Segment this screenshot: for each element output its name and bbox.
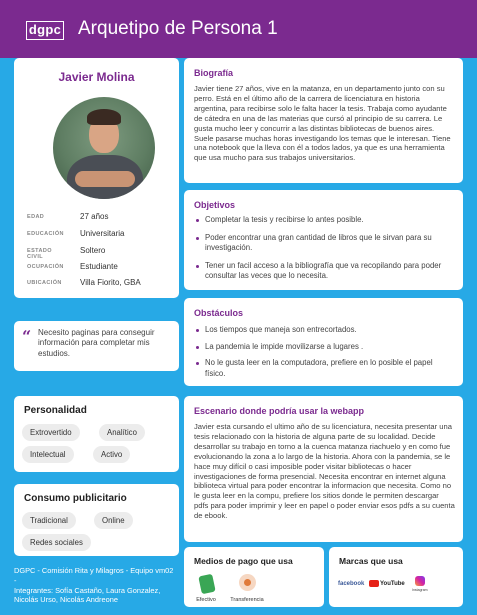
footer-line-1: DGPC - Comisión Rita y Milagros - Equipo vm02 - bbox=[14, 566, 174, 585]
brands-card bbox=[329, 547, 463, 607]
profile-card bbox=[14, 58, 179, 298]
goal-item: Completar la tesis y recibirse lo antes posible. bbox=[194, 215, 455, 226]
tag-redes-sociales: Redes sociales bbox=[22, 534, 91, 551]
dgpc-logo: dgpc bbox=[26, 21, 64, 40]
tag-extrovertido: Extrovertido bbox=[22, 424, 80, 441]
info-value: Soltero bbox=[80, 246, 106, 255]
payment-label: Transferencia bbox=[230, 597, 264, 603]
info-label: EDAD bbox=[27, 214, 45, 220]
instagram-icon bbox=[415, 576, 425, 586]
biography-text: Javier tiene 27 años, vive en la matanza, en un departamento junto con su perro. Está en el último año de la carrera de licenciatura en historia argentina, para recibirse solo le falta hacer la tesis. Trabaja como ayudante de cátedra en una de las materias que cursó al principio de su carrera. Le gusta mucho leer y concurrir a las distintas bibliotecas de buenos aires. Suele pasarse muchas horas investigando los temas que le interesan. Tiene una notebook que la lleva con él a todos lados, ya que es una herramienta que usa mucho para sus trabajos universitarios. bbox=[194, 84, 451, 163]
page-title: Arquetipo de Persona 1 bbox=[78, 18, 278, 39]
obstacles-list bbox=[194, 325, 455, 379]
tag-intelectual: Intelectual bbox=[22, 446, 74, 463]
youtube-logo: YouTube bbox=[380, 581, 405, 587]
obstacle-item: La pandemia le impide movilizarse a lugares . bbox=[194, 342, 455, 353]
facebook-logo: facebook bbox=[338, 581, 365, 587]
persona-photo bbox=[53, 97, 155, 199]
card-title: Consumo publicitario bbox=[24, 493, 127, 504]
instagram-logo: Instagram bbox=[412, 588, 428, 592]
card-title: Obstáculos bbox=[194, 308, 244, 318]
tag-online: Online bbox=[94, 512, 133, 529]
payment-card bbox=[184, 547, 324, 607]
footer-credits bbox=[14, 566, 174, 605]
info-label: ESTADO CIVIL bbox=[27, 248, 52, 260]
obstacle-item: Los tiempos que maneja son entrecortados. bbox=[194, 325, 455, 336]
info-label: EDUCACIÓN bbox=[27, 231, 64, 237]
goals-list bbox=[194, 215, 455, 282]
goals-card bbox=[184, 190, 463, 290]
info-value: Villa Fiorito, GBA bbox=[80, 278, 141, 287]
advertising-card bbox=[14, 484, 179, 556]
personality-card bbox=[14, 396, 179, 472]
header-bar bbox=[0, 0, 477, 58]
scenario-text: Javier esta cursando el ultimo año de su licenciatura, necesita presentar una tesis relacionado con la historia de alguna parte de su localidad. Decide desarrollar su trabajo en torno a la cuenca matanza riachuelo y en como fue evolucionando la zona a lo largo de la historia. Ahora con la pandemia, se le hace muy difícil o casi imposible poder visitar bibliotecas o hacer investigaciones de forma presencial. Necesita encontrar en internet alguna biblioteca virtual para poder encontrar la informacion que necesita. Como no le gusta leer en la compu, prefiere los sitios donde le permiten descargar pdfs para poder imprimir y leer en papel o poder enviar esos pdfs a su cuenta de ebook. bbox=[194, 422, 455, 521]
card-title: Biografía bbox=[194, 68, 234, 78]
biography-card bbox=[184, 58, 463, 183]
footer-line-2: Integrantes: Sofía Castaño, Laura Gonzalez, Nicolás Urso, Nicolás Andreone bbox=[14, 585, 161, 605]
tag-activo: Activo bbox=[93, 446, 130, 463]
info-label: UBICACIÓN bbox=[27, 280, 62, 286]
info-label: OCUPACIÓN bbox=[27, 264, 64, 270]
tag-analitico: Analítico bbox=[99, 424, 145, 441]
info-value: Universitaria bbox=[80, 229, 125, 238]
quote-icon: “ bbox=[22, 327, 32, 346]
transfer-icon bbox=[239, 574, 256, 591]
card-title: Escenario donde podría usar la webapp bbox=[194, 406, 365, 416]
info-value: Estudiante bbox=[80, 262, 118, 271]
scenario-card bbox=[184, 396, 463, 542]
persona-name: Javier Molina bbox=[58, 70, 135, 84]
card-title: Marcas que usa bbox=[339, 556, 403, 566]
payment-label: Efectivo bbox=[196, 597, 216, 603]
obstacle-item: No le gusta leer en la computadora, prefiere en lo posible el papel físico. bbox=[194, 358, 455, 379]
quote-text: Necesito paginas para conseguir información para completar mis estudios. bbox=[38, 328, 155, 358]
goal-item: Poder encontrar una gran cantidad de libros que le sirvan para su investigación. bbox=[194, 233, 455, 254]
tag-tradicional: Tradicional bbox=[22, 512, 76, 529]
cash-icon bbox=[198, 574, 215, 595]
card-title: Objetivos bbox=[194, 200, 236, 210]
card-title: Personalidad bbox=[24, 405, 87, 416]
obstacles-card bbox=[184, 298, 463, 386]
card-title: Medios de pago que usa bbox=[194, 556, 293, 566]
goal-item: Tener un facil acceso a la bibliografía que va recopilando para poder consultar las veces que lo necesita. bbox=[194, 261, 455, 282]
quote-card bbox=[14, 321, 179, 371]
youtube-icon bbox=[369, 580, 379, 587]
info-value: 27 años bbox=[80, 212, 109, 221]
